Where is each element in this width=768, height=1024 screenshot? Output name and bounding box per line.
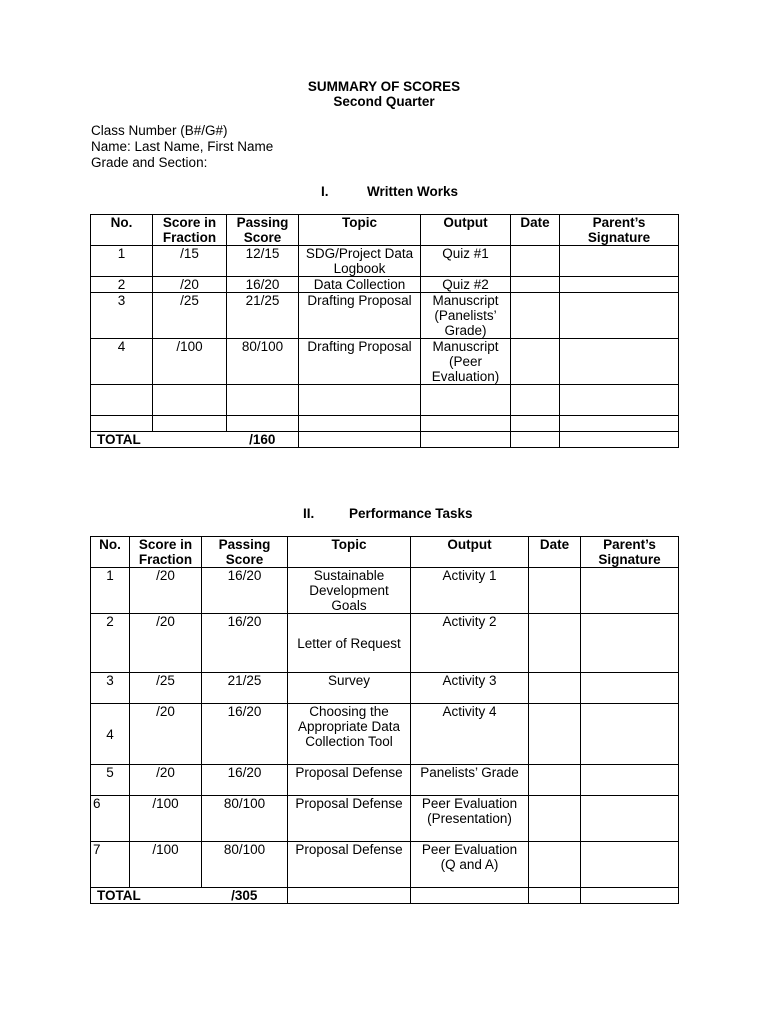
cell-signature — [560, 277, 679, 293]
cell-topic: Proposal Defense — [288, 842, 411, 888]
cell-output: Activity 2 — [411, 614, 529, 673]
document-subtitle: Second Quarter — [333, 94, 435, 109]
cell-score: /20 — [130, 765, 202, 796]
cell-score: /20 — [153, 277, 227, 293]
cell-date — [529, 704, 581, 765]
total-label: TOTAL — [91, 888, 130, 904]
header-signature: Parent’s Signature — [581, 537, 679, 568]
cell-date — [529, 673, 581, 704]
cell-no: 1 — [91, 568, 130, 614]
cell-passing: 16/20 — [202, 614, 288, 673]
cell-topic: Drafting Proposal — [299, 293, 421, 339]
cell-topic: Drafting Proposal — [299, 339, 421, 385]
cell-no: 2 — [91, 614, 130, 673]
cell-output: Quiz #2 — [421, 277, 511, 293]
name-line: Name: Last Name, First Name — [91, 139, 274, 154]
cell-signature — [581, 704, 679, 765]
table-row — [91, 796, 679, 842]
cell-output: Peer Evaluation (Presentation) — [411, 796, 529, 842]
cell-no: 3 — [91, 293, 153, 339]
cell-passing: 80/100 — [227, 339, 299, 385]
cell-date — [511, 293, 560, 339]
cell-signature — [581, 796, 679, 842]
table-row — [91, 568, 679, 614]
cell-topic: Proposal Defense — [288, 796, 411, 842]
header-date: Date — [511, 215, 560, 246]
cell-date — [511, 277, 560, 293]
cell-score: /25 — [130, 673, 202, 704]
cell-passing: 21/25 — [227, 293, 299, 339]
cell-signature — [560, 432, 679, 448]
cell-date — [511, 416, 560, 432]
cell-signature — [560, 385, 679, 416]
cell-date — [511, 385, 560, 416]
cell-topic: Survey — [288, 673, 411, 704]
total-row — [91, 888, 679, 904]
header-output: Output — [421, 215, 511, 246]
table-row-empty — [91, 416, 679, 432]
cell-passing: 16/20 — [202, 568, 288, 614]
cell-passing: 80/100 — [202, 842, 288, 888]
cell-topic — [299, 416, 421, 432]
cell-date — [529, 765, 581, 796]
written-works-number: I. — [321, 184, 329, 199]
header-score: Score in Fraction — [153, 215, 227, 246]
total-value: /160 — [227, 432, 299, 448]
cell-output: Panelists’ Grade — [411, 765, 529, 796]
cell-passing: 16/20 — [202, 765, 288, 796]
cell-signature — [581, 842, 679, 888]
header-topic: Topic — [288, 537, 411, 568]
header-date: Date — [529, 537, 581, 568]
cell-no: 6 — [91, 796, 130, 842]
header-topic: Topic — [299, 215, 421, 246]
table-row — [91, 277, 679, 293]
total-label: TOTAL — [91, 432, 153, 448]
cell-no: 2 — [91, 277, 153, 293]
header-no: No. — [91, 537, 130, 568]
cell-date — [529, 842, 581, 888]
table-row — [91, 339, 679, 385]
cell-score: /100 — [153, 339, 227, 385]
cell-output: Manuscript (Peer Evaluation) — [421, 339, 511, 385]
written-works-table — [90, 214, 679, 448]
cell-signature — [560, 246, 679, 277]
class-number-line: Class Number (B#/G#) — [91, 123, 228, 138]
cell-topic: SDG/Project Data Logbook — [299, 246, 421, 277]
cell-passing: 21/25 — [202, 673, 288, 704]
written-works-title: Written Works — [367, 184, 459, 199]
cell-date — [511, 432, 560, 448]
cell-topic: Proposal Defense — [288, 765, 411, 796]
cell-signature — [560, 339, 679, 385]
cell-no: 1 — [91, 246, 153, 277]
cell-signature — [581, 614, 679, 673]
cell-passing: 16/20 — [227, 277, 299, 293]
cell-score: /20 — [130, 614, 202, 673]
header-passing: Passing Score — [202, 537, 288, 568]
cell-score: /100 — [130, 842, 202, 888]
cell-no — [91, 385, 153, 416]
cell-score — [153, 385, 227, 416]
cell-signature — [581, 765, 679, 796]
performance-tasks-table — [90, 536, 679, 904]
table-row — [91, 293, 679, 339]
table-row — [91, 704, 679, 765]
cell-topic: Letter of Request — [288, 614, 411, 673]
table-row-empty — [91, 385, 679, 416]
total-row — [91, 432, 679, 448]
cell-output — [421, 432, 511, 448]
cell-no: 4 — [91, 704, 130, 765]
cell-signature — [560, 416, 679, 432]
cell-passing: 16/20 — [202, 704, 288, 765]
table-row — [91, 614, 679, 673]
cell-topic: Choosing the Appropriate Data Collection Tool — [288, 704, 411, 765]
cell-signature — [581, 888, 679, 904]
cell-output — [421, 416, 511, 432]
cell-topic — [299, 432, 421, 448]
cell-signature — [581, 673, 679, 704]
total-spacer — [153, 432, 227, 448]
cell-no: 7 — [91, 842, 130, 888]
cell-passing: 80/100 — [202, 796, 288, 842]
cell-no — [91, 416, 153, 432]
cell-topic: Data Collection — [299, 277, 421, 293]
cell-topic — [299, 385, 421, 416]
table-header-row — [91, 215, 679, 246]
cell-output — [421, 385, 511, 416]
header-passing: Passing Score — [227, 215, 299, 246]
cell-output: Activity 3 — [411, 673, 529, 704]
cell-topic: Sustainable Development Goals — [288, 568, 411, 614]
cell-passing: 12/15 — [227, 246, 299, 277]
cell-signature — [581, 568, 679, 614]
table-row — [91, 673, 679, 704]
cell-date — [529, 796, 581, 842]
cell-score — [153, 416, 227, 432]
cell-output — [411, 888, 529, 904]
cell-signature — [560, 293, 679, 339]
cell-no: 5 — [91, 765, 130, 796]
cell-passing — [227, 416, 299, 432]
cell-output: Peer Evaluation (Q and A) — [411, 842, 529, 888]
cell-date — [529, 614, 581, 673]
table-row — [91, 842, 679, 888]
header-score: Score in Fraction — [130, 537, 202, 568]
header-output: Output — [411, 537, 529, 568]
cell-score: /20 — [130, 568, 202, 614]
cell-output: Activity 4 — [411, 704, 529, 765]
table-row — [91, 765, 679, 796]
total-value: /305 — [202, 888, 288, 904]
cell-score: /15 — [153, 246, 227, 277]
cell-topic — [288, 888, 411, 904]
grade-section-line: Grade and Section: — [91, 155, 208, 170]
table-row — [91, 246, 679, 277]
cell-passing — [227, 385, 299, 416]
cell-output: Manuscript (Panelists’ Grade) — [421, 293, 511, 339]
cell-score: /20 — [130, 704, 202, 765]
cell-date — [511, 339, 560, 385]
cell-date — [529, 888, 581, 904]
cell-no: 4 — [91, 339, 153, 385]
cell-output: Quiz #1 — [421, 246, 511, 277]
header-no: No. — [91, 215, 153, 246]
cell-no: 3 — [91, 673, 130, 704]
table-header-row — [91, 537, 679, 568]
cell-output: Activity 1 — [411, 568, 529, 614]
document-title: SUMMARY OF SCORES — [307, 79, 461, 94]
cell-date — [529, 568, 581, 614]
cell-score: /25 — [153, 293, 227, 339]
cell-score: /100 — [130, 796, 202, 842]
header-signature: Parent’s Signature — [560, 215, 679, 246]
performance-tasks-title: Performance Tasks — [349, 506, 473, 521]
performance-tasks-number: II. — [303, 506, 315, 521]
cell-date — [511, 246, 560, 277]
